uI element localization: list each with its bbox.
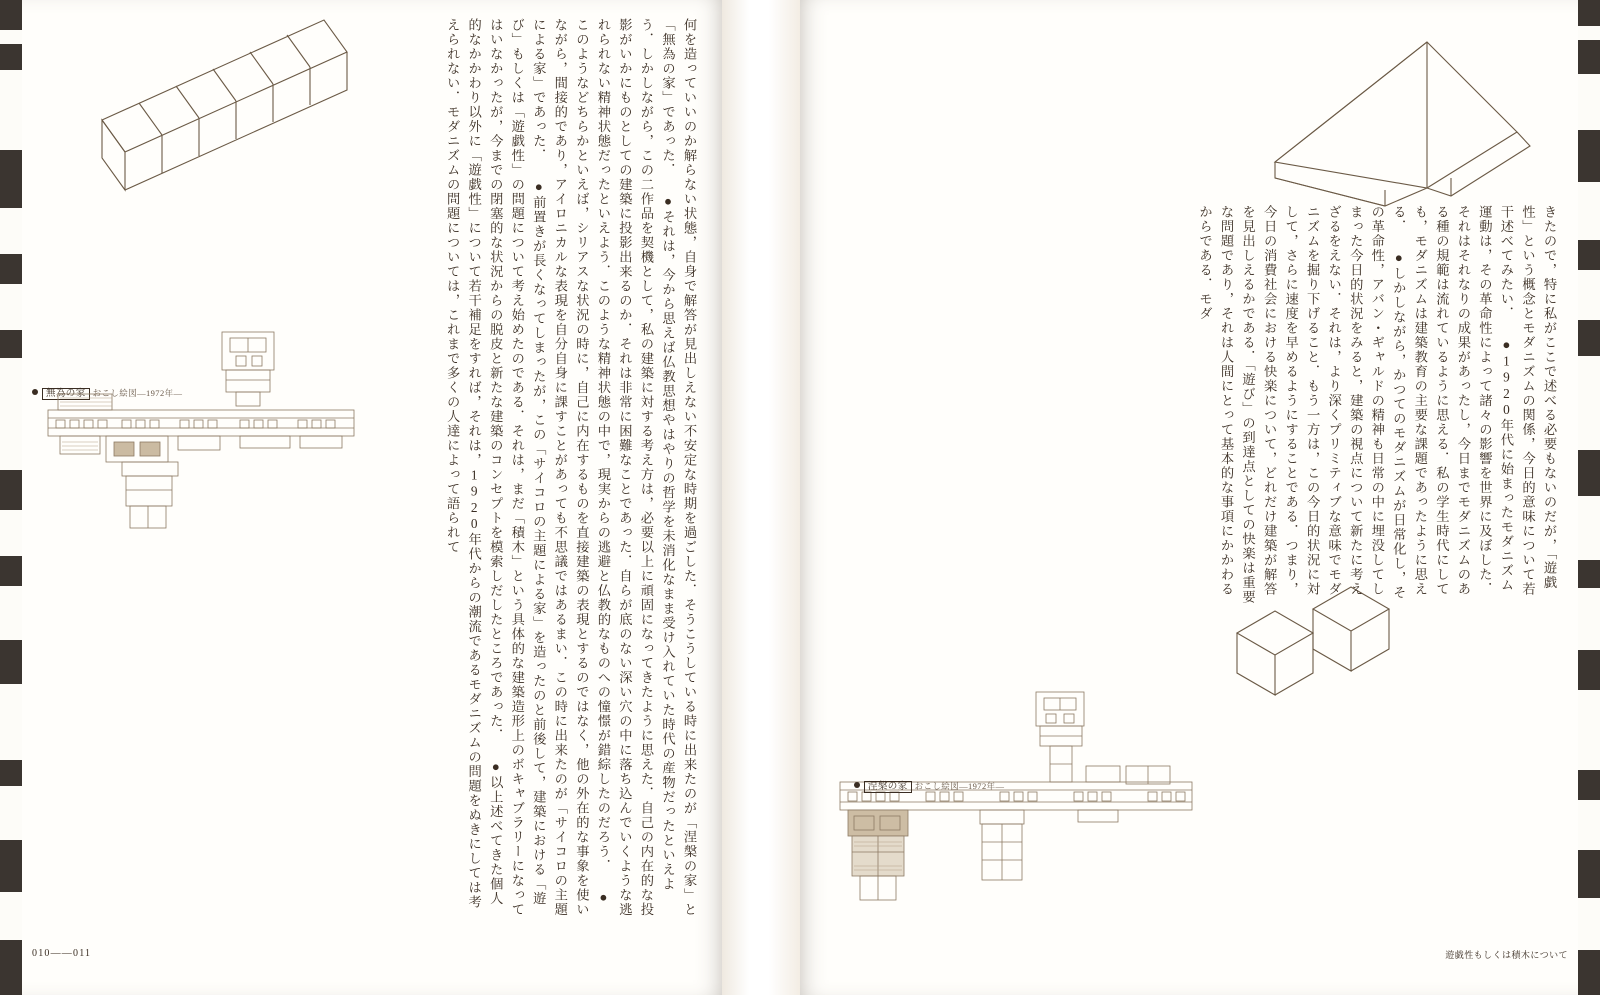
caption-detail: おこし絵図—1972年— <box>914 781 1005 791</box>
book-gutter <box>722 0 800 995</box>
caption-detail: おこし絵図—1972年— <box>92 388 183 398</box>
caption-title: 涅槃の家 <box>864 781 912 793</box>
nehan-house-plan-drawing <box>830 690 1210 910</box>
left-page <box>22 0 722 995</box>
elongated-box-axonometric <box>62 10 362 200</box>
muifu-house-plan-drawing <box>30 330 360 540</box>
caption-title: 無為の家 <box>42 388 90 400</box>
caption-nehan-house <box>854 778 1004 792</box>
folded-prism-axonometric <box>1255 28 1555 228</box>
left-page-body-text: 何を造っていいのか解らない状態，自身で解答が見出しえない不安定な時期を過ごした．そうこうしている時に出来たのが「涅槃の家」と「無為の家」であった． ●それは，今から思えば仏教思想やはやりの哲学を未消化なまま受け入れていた時代の産物だったといえよう．しかしながら，この二作品を契機として，私の建築に対する考え方は，必要以上に頑固になってきたように思えた．自己の内在的な投影がいかにものとしての建築に投影出来るのか．それは非常に困難なことであった．自らが底のない深い穴の中に落ち込んでいくような逃れられない精神状態だったといえよう．このような精神状態の中で，現実からの逃避と仏教的なものへの憧憬が錯綜したのだろう． ●このようなどちらかといえば，シリアスな状況の時に，自己に内在するものを直接建築の表現とするのではなく，他の外在的な事象を使いながら，間接的であり，アイロニカルな表現を自分自身に課すことがあっても不思議ではあるまい．この時に出来たのが「サイコロの主題による家」であった． ●前置きが長くなってしまったが，この「サイコロの主題による家」を造ったのと前後して，建築における「遊び」もしくは「遊戯性」の問題について考え始めたのである．それは，まだ「積木」という具体的な建築造形上のボキャブラリーになってはいなかったが，今までの閉塞的な状況からの脱皮と新たな建築のコンセプトを模索しだしたところであった． ●以上述べてきた個人的なかかわり以外に「遊戯性」について若干補足をすれば，それは，1920年代からの潮流であるモダニズムの問題をぬきにしては考えられない．モダニズムの問題については，これまで多くの人達によって語られて <box>445 18 697 917</box>
right-page-body-text: きたので，特に私がここで述べる必要もないのだが，「遊戯性」という概念とモダニズムの関係，今日的意味について若干述べてみたい． ●1920年代に始まったモダニズム運動は，その革命性によって諸々の影響を世界に及ぼした．それはそれなりの成果があったし，今日までモダニズムのある種の規範は流れているように思える．私の学生時代にしても，モダニズムは建築教育の主要な課題であったように思える． ●しかしながら，かつてのモダニズムが日常化し，その革命性，アバン・ギャルドの精神も日常の中に埋没してしまった今日的状況をみると，建築の視点について新たに考えざるをえない．それは，より深くプリミティブな意味でモダニズムを掘り下げること．もう一方は，この今日的状況に対して，さらに速度を早めるようにすることである．つまり，今日の消費社会における快楽について，どれだけ建築が解答を見出しえるかである．「遊び」の到達点としての快楽は重要な問題であり，それは人間にとって基本的な事項にかかわるからである．モダ <box>1197 205 1557 605</box>
right-edge-marks <box>1578 0 1600 995</box>
right-page <box>800 0 1578 995</box>
folio-left: 010——011 <box>32 948 92 959</box>
running-footer-right: 遊戯性もしくは積木について <box>1445 950 1568 960</box>
left-edge-marks <box>0 0 22 995</box>
caption-bullet-icon <box>854 782 860 788</box>
